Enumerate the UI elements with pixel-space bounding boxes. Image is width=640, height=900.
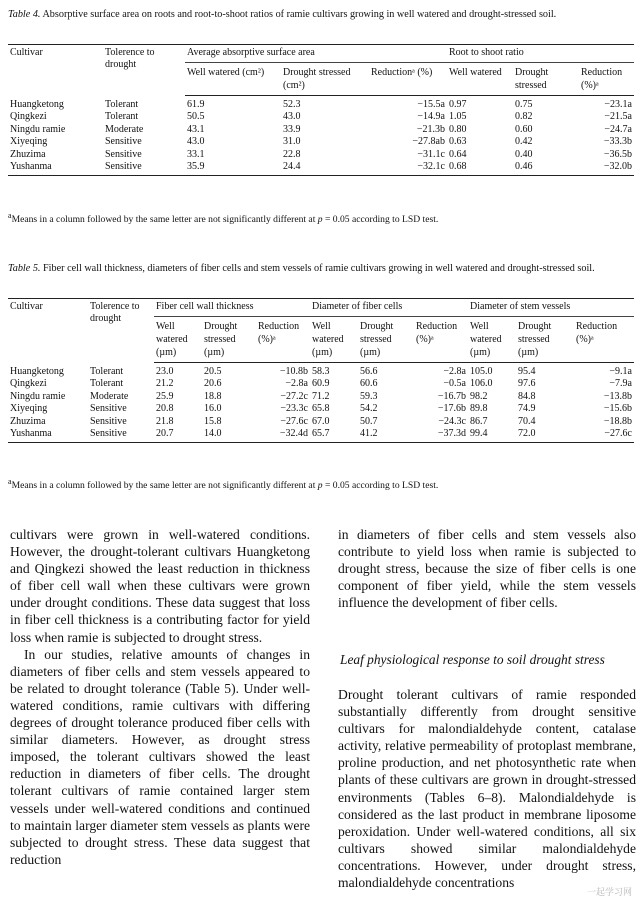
tolerance-cell: Tolerant <box>90 378 124 390</box>
value-cell: 74.9 <box>518 403 536 415</box>
value-cell: 65.7 <box>310 428 358 443</box>
value-cell: 56.6 <box>360 366 378 377</box>
table-row <box>8 416 634 429</box>
table5-header-cultivar: Cultivar <box>8 299 88 363</box>
table5-subheader: Reduction (%)ᵃ <box>574 317 634 363</box>
tolerance-cell: Sensitive <box>90 403 127 415</box>
footnote-p: p <box>317 480 323 492</box>
table-row <box>8 136 634 149</box>
value-cell: −24.3c <box>438 415 466 427</box>
value-cell: 1.05 <box>449 111 467 123</box>
tolerance-cell: Sensitive <box>88 428 154 443</box>
value-cell: 0.46 <box>513 161 579 176</box>
value-cell: 54.2 <box>360 403 378 415</box>
value-cell: 43.1 <box>187 123 205 135</box>
value-cell: 67.0 <box>312 415 330 427</box>
value-cell: 14.0 <box>202 428 256 443</box>
tolerance-cell: Sensitive <box>103 161 185 176</box>
value-cell: 21.8 <box>156 415 174 427</box>
value-cell: 33.9 <box>283 123 301 135</box>
body-paragraph: Drought tolerant cultivars of ramie responded substantially differently from drought sensitive cultivars for malondialdehyde content, catalase activity, relative permeability of protoplast membrane, proline production, and net photosynthetic rate when plants of these cultivars are grown in drought-stressed environments (Tables 6–8). Malondialdehyde is considered as the last product in membrane liposome peroxidation. Under well-watered conditions, all six cultivars showed similar malondialdehyde concentrations. However, under drought stress, malondialdehyde concentrations <box>338 687 636 891</box>
table5-caption-label: Table 5. <box>8 263 41 274</box>
value-cell: 41.2 <box>358 428 414 443</box>
value-cell: −15.5a <box>417 99 445 110</box>
value-cell: 52.3 <box>283 99 301 110</box>
table-row <box>8 391 634 404</box>
footnote-text: = 0.05 according to LSD test. <box>322 214 439 226</box>
value-cell: −10.8b <box>279 366 308 377</box>
table4-caption <box>8 8 634 21</box>
value-cell: −14.9a <box>417 111 445 123</box>
table5-subheader: Reduction (%)ᵃ <box>414 317 468 363</box>
table5-header-group3: Diameter of stem vessels <box>468 299 634 317</box>
cultivar-cell: Qingkezi <box>10 111 47 123</box>
value-cell: 0.63 <box>449 136 467 148</box>
value-cell: 31.0 <box>283 136 301 148</box>
value-cell: 20.8 <box>156 403 174 415</box>
table5-subheader: Drought stressed (µm) <box>358 317 414 363</box>
cultivar-cell: Ningdu ramie <box>10 123 66 135</box>
table4-header-cultivar: Cultivar <box>8 45 103 96</box>
value-cell: −23.1a <box>604 99 632 110</box>
value-cell: 59.3 <box>360 390 378 402</box>
right-column-top <box>338 526 636 611</box>
value-cell: 95.4 <box>518 366 536 377</box>
footnote-marker: a <box>8 211 12 220</box>
footnote-marker: a <box>8 477 12 486</box>
value-cell: 43.0 <box>283 111 301 123</box>
value-cell: −13.8b <box>603 390 632 402</box>
tolerance-cell: Moderate <box>105 123 144 135</box>
value-cell: 99.4 <box>468 428 516 443</box>
table4-subheader: Drought stressed (cm²) <box>281 63 369 96</box>
value-cell: 0.80 <box>449 123 467 135</box>
table-row <box>8 111 634 124</box>
right-column-bottom <box>338 686 636 891</box>
table4-header-tolerance: Tolerence to drought <box>103 45 185 96</box>
value-cell: 22.8 <box>283 148 301 160</box>
value-cell: −24.7a <box>604 123 632 135</box>
tolerance-cell: Sensitive <box>105 148 142 160</box>
value-cell: −27.6c <box>280 415 308 427</box>
cultivar-cell: Xiyeqing <box>10 403 48 415</box>
cultivar-cell: Yushanma <box>8 161 103 176</box>
value-cell: −33.3b <box>603 136 632 148</box>
watermark: 一起学习网 <box>586 887 632 897</box>
table4-subheader: Drought stressed <box>513 63 579 96</box>
body-paragraph: in diameters of fiber cells and stem vessels also contribute to yield loss when ramie is subjected to drought stress, because the size of fiber cells is one component of fiber yield, while the stem vessels influence the development of fiber cells. <box>338 527 636 611</box>
value-cell: −31.1c <box>417 148 445 160</box>
table-row <box>8 403 634 416</box>
value-cell: 61.9 <box>187 99 205 110</box>
value-cell: −32.0b <box>579 161 634 176</box>
table-row <box>8 378 634 391</box>
value-cell: 60.9 <box>312 378 330 390</box>
value-cell: 84.8 <box>518 390 536 402</box>
value-cell: 0.82 <box>515 111 533 123</box>
table-row <box>8 363 634 379</box>
value-cell: −32.4d <box>256 428 310 443</box>
table5-header-tolerance: Tolerence to drought <box>88 299 154 363</box>
tolerance-cell: Moderate <box>90 390 129 402</box>
value-cell: 0.42 <box>515 136 533 148</box>
value-cell: 0.97 <box>449 99 467 110</box>
value-cell: 71.2 <box>312 390 330 402</box>
tolerance-cell: Sensitive <box>90 415 127 427</box>
table4-subheader: Well watered (cm²) <box>185 63 281 96</box>
value-cell: 33.1 <box>187 148 205 160</box>
table5 <box>8 298 634 443</box>
footnote-text: Means in a column followed by the same letter are not significantly different at <box>11 214 318 226</box>
value-cell: −2.8a <box>285 378 308 390</box>
value-cell: 50.7 <box>360 415 378 427</box>
table5-subheader: Well watered (µm) <box>154 317 202 363</box>
value-cell: −21.3b <box>416 123 445 135</box>
value-cell: 106.0 <box>470 378 493 390</box>
value-cell: −2.8a <box>443 366 466 377</box>
value-cell: 20.5 <box>204 366 222 377</box>
value-cell: −7.9a <box>609 378 632 390</box>
footnote-p: p <box>317 214 323 226</box>
table4-caption-label: Table 4. <box>8 9 41 20</box>
value-cell: −17.6b <box>437 403 466 415</box>
footnote-text: Means in a column followed by the same letter are not significantly different at <box>11 480 318 492</box>
cultivar-cell: Huangketong <box>10 365 64 377</box>
value-cell: 65.8 <box>312 403 330 415</box>
table5-header-group1: Fiber cell wall thickness <box>154 299 310 317</box>
value-cell: 97.6 <box>518 378 536 390</box>
value-cell: −16.7b <box>437 390 466 402</box>
value-cell: −15.6b <box>603 403 632 415</box>
table5-footnote <box>8 476 634 492</box>
cultivar-cell: Ningdu ramie <box>10 390 66 402</box>
value-cell: 23.0 <box>156 366 174 377</box>
value-cell: −27.6c <box>574 428 634 443</box>
value-cell: 50.5 <box>187 111 205 123</box>
value-cell: 0.40 <box>515 148 533 160</box>
value-cell: 43.0 <box>187 136 205 148</box>
table-row <box>8 149 634 162</box>
table5-subheader: Reduction (%)ᵃ <box>256 317 310 363</box>
table5-body <box>8 363 634 443</box>
value-cell: −32.1c <box>369 161 447 176</box>
value-cell: −27.8ab <box>412 136 445 148</box>
value-cell: −27.2c <box>280 390 308 402</box>
table5-subheader: Drought stressed (µm) <box>202 317 256 363</box>
table5-subheader: Drought stressed (µm) <box>516 317 574 363</box>
value-cell: 60.6 <box>360 378 378 390</box>
value-cell: 89.8 <box>470 403 488 415</box>
table4-subheader: Reduction (%)ᵃ <box>579 63 634 96</box>
table-row <box>8 428 634 443</box>
value-cell: −18.8b <box>603 415 632 427</box>
value-cell: 35.9 <box>185 161 281 176</box>
table5-subheader: Well watered (µm) <box>310 317 358 363</box>
value-cell: 18.8 <box>204 390 222 402</box>
section-heading: Leaf physiological response to soil drought stress <box>340 652 605 667</box>
tolerance-cell: Tolerant <box>90 365 124 377</box>
value-cell: 72.0 <box>516 428 574 443</box>
value-cell: 0.68 <box>447 161 513 176</box>
table4-footnote <box>8 210 634 226</box>
cultivar-cell: Yushanma <box>8 428 88 443</box>
value-cell: 20.7 <box>154 428 202 443</box>
cultivar-cell: Qingkezi <box>10 378 47 390</box>
table5-caption <box>8 262 634 275</box>
table5-subheader: Well watered (µm) <box>468 317 516 363</box>
cultivar-cell: Zhuzima <box>10 148 46 160</box>
footnote-text: = 0.05 according to LSD test. <box>322 480 439 492</box>
value-cell: 105.0 <box>470 366 493 377</box>
value-cell: −9.1a <box>609 366 632 377</box>
cultivar-cell: Xiyeqing <box>10 136 48 148</box>
table-row <box>8 124 634 137</box>
value-cell: −36.5b <box>603 148 632 160</box>
value-cell: 0.75 <box>515 99 533 110</box>
value-cell: −23.3c <box>280 403 308 415</box>
tolerance-cell: Tolerant <box>105 111 139 123</box>
table4-caption-text: Absorptive surface area on roots and root-to-shoot ratios of ramie cultivars growing in well watered and drought-stressed soil. <box>42 9 557 20</box>
value-cell: 58.3 <box>312 366 330 377</box>
value-cell: 16.0 <box>204 403 222 415</box>
value-cell: 70.4 <box>518 415 536 427</box>
value-cell: 0.64 <box>449 148 467 160</box>
cultivar-cell: Huangketong <box>10 98 64 110</box>
value-cell: 98.2 <box>470 390 488 402</box>
body-paragraph: In our studies, relative amounts of changes in diameters of fiber cells and stem vessels appeared to be related to drought tolerance (Table 5). Under well-watered conditions, ramie cultivars with differing degrees of drought tolerance produced fiber cells with similar diameters. However, as drought stress imposed, the tolerant cultivars showed the least reduction in diameters of fiber cells. The drought tolerant cultivars of ramie contained larger stem vessels under well-watered conditions and continued to maintain larger diameter stem vessels as plants were subjected to drought stress. These data suggest that reduction <box>10 646 310 867</box>
value-cell: −0.5a <box>443 378 466 390</box>
table5-caption-text: Fiber cell wall thickness, diameters of fiber cells and stem vessels of ramie cultivars growing in well watered and drought-stressed soil. <box>43 263 595 274</box>
value-cell: 20.6 <box>204 378 222 390</box>
value-cell: −21.5a <box>604 111 632 123</box>
value-cell: −37.3d <box>414 428 468 443</box>
table4-header-group2: Root to shoot ratio <box>447 45 634 63</box>
body-paragraph: cultivars were grown in well-watered conditions. However, the drought-tolerant cultivars Huangketong and Qingkezi showed the least reduction in thickness of fiber cell wall when these cultivars were grown under drought conditions. These data suggest that loss in fiber cell thickness is a contributing factor for yield loss when ramie is subjected to drought stress. <box>10 527 310 645</box>
table4-header-group1: Average absorptive surface area <box>185 45 447 63</box>
cultivar-cell: Zhuzima <box>10 415 46 427</box>
table5-header-group2: Diameter of fiber cells <box>310 299 468 317</box>
table4-subheader: Well watered <box>447 63 513 96</box>
table-row <box>8 96 634 112</box>
table-row <box>8 161 634 176</box>
value-cell: 25.9 <box>156 390 174 402</box>
value-cell: 21.2 <box>156 378 174 390</box>
value-cell: 0.60 <box>515 123 533 135</box>
left-column <box>10 526 310 868</box>
tolerance-cell: Sensitive <box>105 136 142 148</box>
value-cell: 86.7 <box>470 415 488 427</box>
tolerance-cell: Tolerant <box>105 98 139 110</box>
table4-subheader: Reductionᵃ (%) <box>369 63 447 96</box>
value-cell: 24.4 <box>281 161 369 176</box>
table4-body <box>8 96 634 176</box>
value-cell: 15.8 <box>204 415 222 427</box>
table4 <box>8 44 634 176</box>
